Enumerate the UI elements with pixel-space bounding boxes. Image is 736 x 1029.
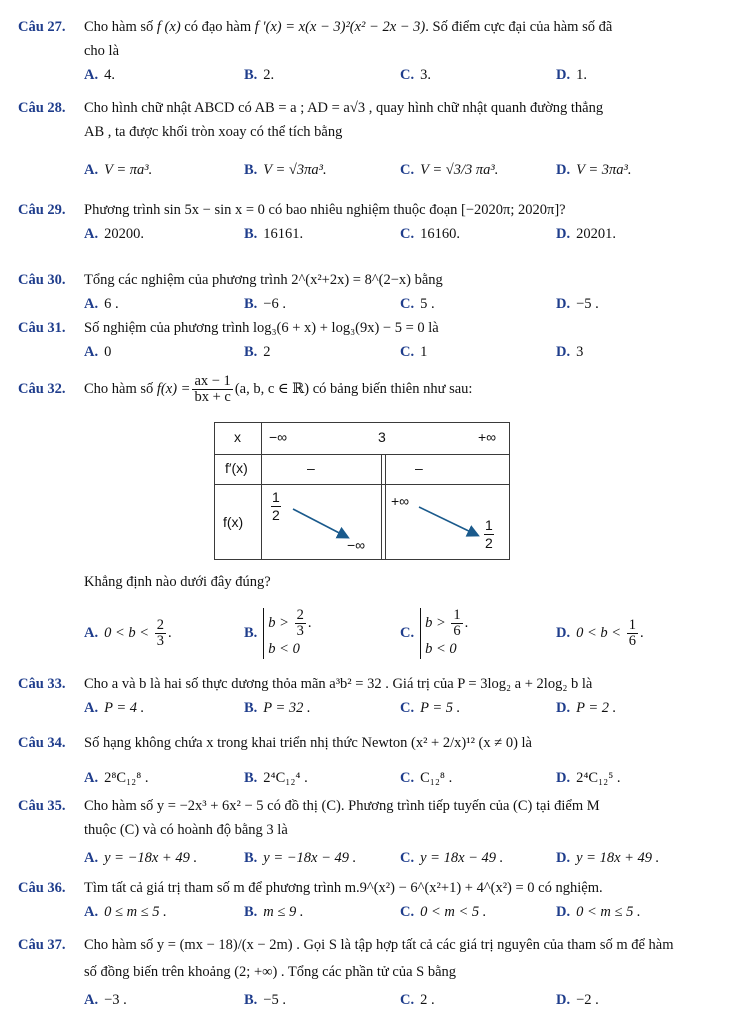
- x-neg-infinity: −∞: [269, 429, 288, 445]
- question-stem: Cho hàm số y = (mx − 18)/(x − 2m) . Gọi S là tập hợp tất cả các giá trị nguyên của tham số m để hàm: [84, 937, 674, 953]
- x-pos-infinity: +∞: [478, 429, 497, 445]
- question-number: Câu 28.: [18, 100, 66, 116]
- option-b[interactable]: B. m ≤ 9 .: [244, 904, 304, 920]
- option-a[interactable]: A. 4.: [84, 67, 115, 83]
- option-d[interactable]: D. P = 2 .: [556, 700, 617, 716]
- answer-options: [18, 846, 722, 870]
- derivative-sign-left: –: [307, 460, 315, 476]
- question-number: Câu 29.: [18, 202, 66, 218]
- question-stem: Tìm tất cả giá trị tham số m để phương trình m.9^(x²) − 6^(x²+1) + 4^(x²) = 0 có nghiệm.: [84, 880, 603, 896]
- question-30: [18, 268, 722, 316]
- option-b[interactable]: B. −6 .: [244, 296, 286, 312]
- x-three: 3: [378, 429, 386, 445]
- option-b[interactable]: B. 2: [244, 344, 271, 360]
- variation-table: [214, 422, 510, 560]
- option-d[interactable]: D. 1.: [556, 67, 587, 83]
- option-c[interactable]: C. C₁₂⁸ .: [400, 770, 453, 786]
- option-c[interactable]: C. P = 5 .: [400, 700, 461, 716]
- x-label: x: [234, 429, 241, 445]
- question-stem: Cho a và b là hai số thực dương thỏa mãn a³b² = 32 . Giá trị của P = 3log₂ a + 2log₂ b là: [84, 676, 593, 692]
- option-b[interactable]: B. 2.: [244, 67, 275, 83]
- option-c[interactable]: C. 5 .: [400, 296, 435, 312]
- question-29: [18, 198, 722, 246]
- question-stem-line2: cho là: [84, 43, 120, 59]
- option-d[interactable]: D. 0 < m ≤ 5 .: [556, 904, 641, 920]
- question-34: [18, 728, 722, 790]
- question-stem: Cho hàm số f(x) = $\frac{ax - 1}{bx + c}$ (a, b, c ∈ ℝ) có bảng biến thiên như sau:: [84, 373, 473, 406]
- question-27: [18, 15, 722, 87]
- question-number: Câu 33.: [18, 676, 66, 692]
- option-c[interactable]: C. 2 .: [400, 992, 435, 1008]
- option-b[interactable]: B.b > $\frac{2}{3}$ . b < 0: [244, 607, 312, 658]
- question-33: [18, 672, 722, 720]
- option-a[interactable]: A. 0 < b < $\frac{2}{3}$ .: [84, 617, 172, 650]
- option-a[interactable]: A. y = −18x + 49 .: [84, 850, 198, 866]
- question-number: Câu 27.: [18, 19, 66, 35]
- option-a[interactable]: A. 0: [84, 344, 112, 360]
- question-stem-line2: thuộc (C) và có hoành độ bằng 3 là: [84, 822, 288, 838]
- question-stem: Phương trình sin 5x − sin x = 0 có bao nhiêu nghiệm thuộc đoạn [−2020π; 2020π]?: [84, 202, 566, 218]
- question-stem: Cho hàm số y = −2x³ + 6x² − 5 có đồ thị (C). Phương trình tiếp tuyến của (C) tại điểm M: [84, 798, 600, 814]
- derivative-label: f′(x): [225, 460, 248, 476]
- option-d[interactable]: D. 0 < b < $\frac{1}{6}$ .: [556, 617, 644, 650]
- option-a[interactable]: A. 2⁸C₁₂⁸ .: [84, 770, 149, 786]
- question-37: [18, 930, 722, 1012]
- question-36: [18, 876, 722, 924]
- question-stem: Số nghiệm của phương trình log₃(6 + x) + log₃(9x) − 5 = 0 là: [84, 320, 439, 336]
- question-number: Câu 37.: [18, 937, 66, 953]
- derivative-sign-right: –: [415, 460, 423, 476]
- option-c[interactable]: C.b > $\frac{1}{6}$ . b < 0: [400, 607, 469, 658]
- f-left-of-three: −∞: [347, 537, 366, 553]
- answer-options: [18, 340, 722, 364]
- option-d[interactable]: D. 20201.: [556, 226, 616, 242]
- option-d[interactable]: D. V = 3πa³.: [556, 162, 632, 178]
- answer-options: [18, 766, 722, 790]
- option-c[interactable]: C. 0 < m < 5 .: [400, 904, 487, 920]
- question-stem: Cho hình chữ nhật ABCD có AB = a ; AD = a√3 , quay hình chữ nhật quanh đường thẳng: [84, 100, 604, 116]
- question-number: Câu 31.: [18, 320, 66, 336]
- function-label: f(x): [223, 514, 244, 530]
- fraction: $\frac{ax - 1}{bx + c}$: [194, 373, 231, 406]
- option-d[interactable]: D. y = 18x + 49 .: [556, 850, 660, 866]
- question-stem: Tổng các nghiệm của phương trình 2^(x²+2x) = 8^(2−x) bằng: [84, 272, 443, 288]
- question-stem: Số hạng không chứa x trong khai triển nhị thức Newton (x² + 2/x)¹² (x ≠ 0) là: [84, 735, 532, 751]
- answer-options: [18, 158, 722, 182]
- question-stem-line2: số đồng biến trên khoảng (2; +∞) . Tổng các phần tử của S bằng: [84, 964, 457, 980]
- f-right-limit: 1 2: [485, 517, 493, 551]
- option-b[interactable]: B. 16161.: [244, 226, 304, 242]
- f-left-limit: 1 2: [272, 489, 280, 523]
- question-number: Câu 34.: [18, 735, 66, 751]
- question-35: [18, 794, 722, 870]
- option-a[interactable]: A. 20200.: [84, 226, 144, 242]
- question-number: Câu 30.: [18, 272, 66, 288]
- option-c[interactable]: C. 3.: [400, 67, 431, 83]
- option-d[interactable]: D. −2 .: [556, 992, 599, 1008]
- question-number: Câu 36.: [18, 880, 66, 896]
- option-a[interactable]: A. P = 4 .: [84, 700, 145, 716]
- option-c[interactable]: C. y = 18x − 49 .: [400, 850, 504, 866]
- option-c[interactable]: C. 1: [400, 344, 428, 360]
- f-right-of-three: +∞: [391, 493, 410, 509]
- answer-options: [18, 696, 722, 720]
- option-a[interactable]: A. V = πa³.: [84, 162, 153, 178]
- question-number: Câu 35.: [18, 798, 66, 814]
- answer-options: [18, 292, 722, 316]
- question-stem: Cho hàm số f (x) có đạo hàm f '(x) = x(x − 3)²(x² − 2x − 3). Số điểm cực đại của hàm số đã: [84, 19, 613, 35]
- answer-options: [18, 988, 722, 1012]
- option-c[interactable]: C. 16160.: [400, 226, 460, 242]
- question-number: Câu 32.: [18, 381, 66, 397]
- question-prompt: Khẳng định nào dưới đây đúng?: [84, 574, 271, 590]
- question-32: [18, 372, 722, 406]
- option-b[interactable]: B. y = −18x − 49 .: [244, 850, 357, 866]
- option-b[interactable]: B. V = √3πa³.: [244, 162, 327, 178]
- decreasing-arrows: [215, 423, 509, 559]
- option-d[interactable]: D. 2⁴C₁₂⁵ .: [556, 770, 621, 786]
- option-d[interactable]: D. 3: [556, 344, 584, 360]
- question-31: [18, 316, 722, 364]
- answer-options: [18, 604, 722, 662]
- option-b[interactable]: B. −5 .: [244, 992, 286, 1008]
- question-stem-line2: AB , ta được khối tròn xoay có thể tích bằng: [84, 124, 343, 140]
- option-b[interactable]: B. P = 32 .: [244, 700, 311, 716]
- option-c[interactable]: C. V = √3/3 πa³.: [400, 162, 499, 178]
- option-d[interactable]: D. −5 .: [556, 296, 599, 312]
- answer-options: [18, 900, 722, 924]
- option-a[interactable]: A. 6 .: [84, 296, 119, 312]
- option-a[interactable]: A. 0 ≤ m ≤ 5 .: [84, 904, 167, 920]
- option-b[interactable]: B. 2⁴C₁₂⁴ .: [244, 770, 308, 786]
- question-28: [18, 96, 722, 182]
- answer-options: [18, 222, 722, 246]
- option-a[interactable]: A. −3 .: [84, 992, 127, 1008]
- question-32-continued: [18, 570, 722, 662]
- answer-options: [18, 63, 722, 87]
